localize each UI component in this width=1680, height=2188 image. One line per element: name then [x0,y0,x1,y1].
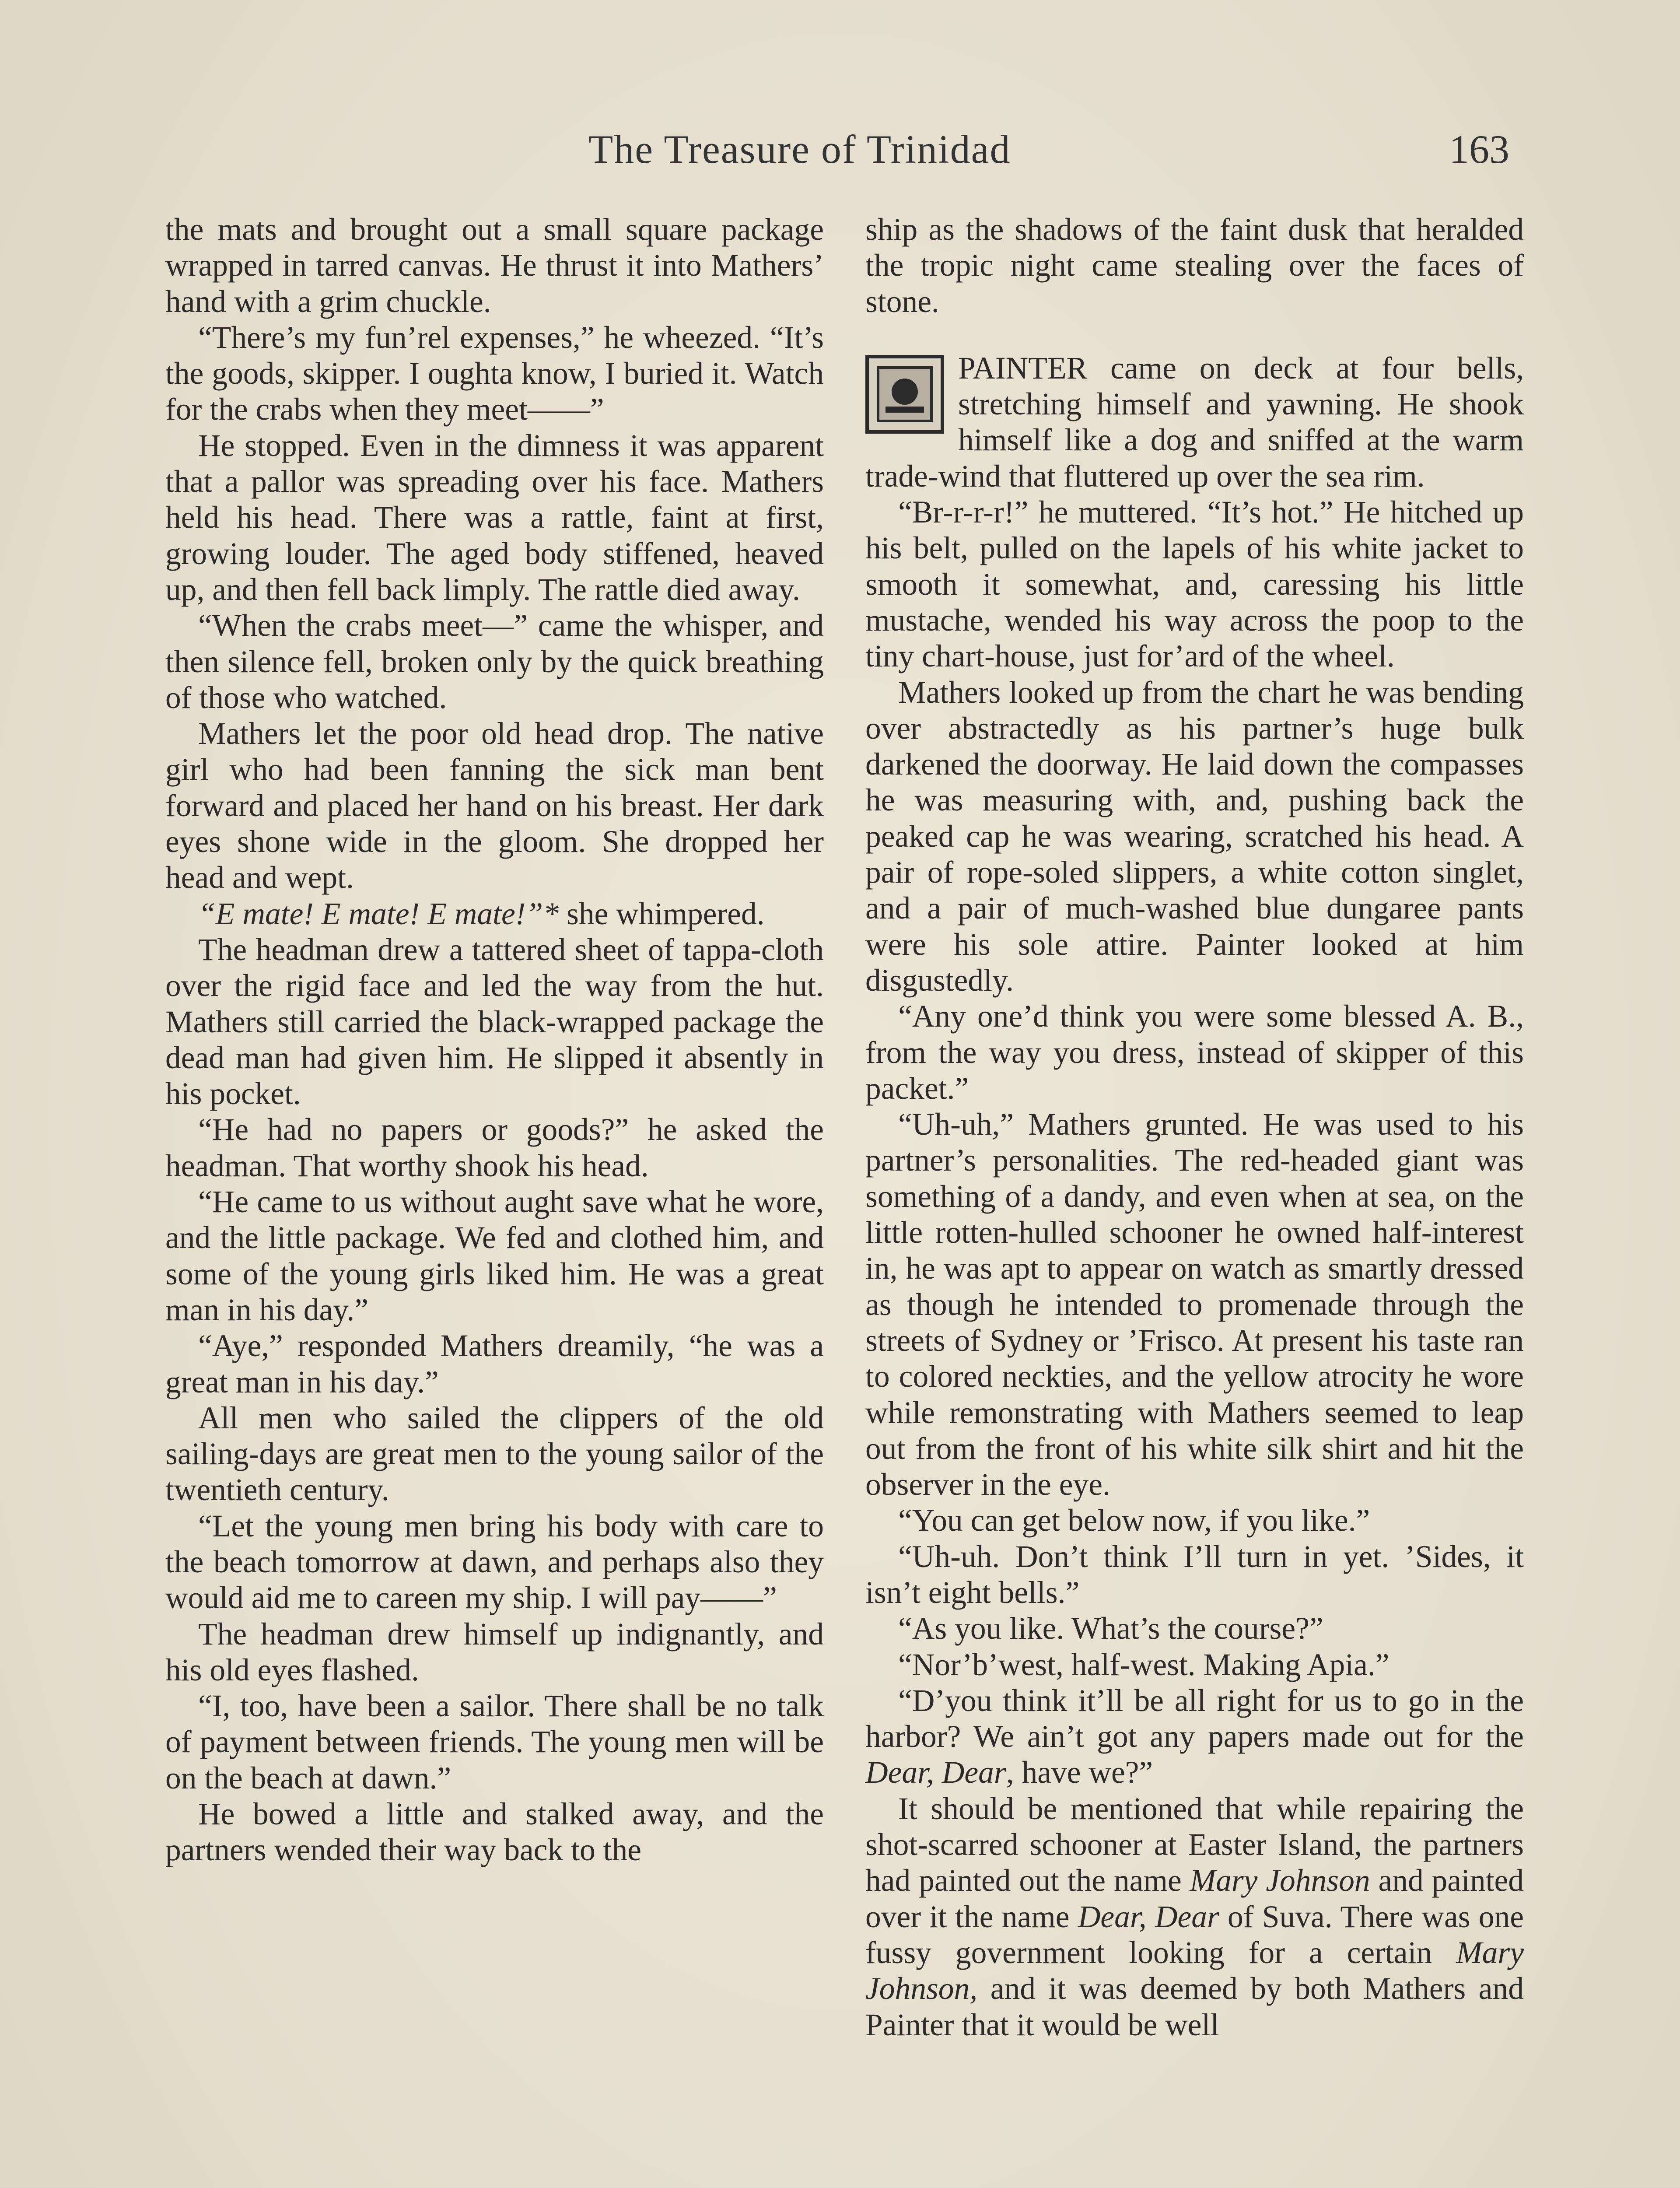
paragraph [865,1683,1524,1791]
paragraph: “There’s my fun’rel expenses,” he wheezed. “It’s the goods, skipper. I oughta know, I buried it. Watch for the crabs when they meet——” [165,320,824,427]
paragraph-text: and painted over it the name [865,1863,1524,1934]
paragraph-text: of Suva. There was one fussy government looking for a certain [865,1899,1524,1970]
left-column [165,212,824,1869]
ornamental-initial-icon [865,355,944,434]
paragraph: All men who sailed the clippers of the old sailing-days are great men to the young sailor of the twentieth century. [165,1400,824,1508]
paragraph: The headman drew himself up indignantly, and his old eyes flashed. [165,1616,824,1687]
paragraph: ship as the shadows of the faint dusk that heralded the tropic night came stealing over the faces of stone. [865,212,1524,319]
paragraph-text: and it was deemed by both Mathers and Painter that it would be well [865,1971,1524,2042]
paragraph: “Uh-uh,” Mathers grunted. He was used to his partner’s personalities. The red-headed giant was something of a dandy, and even when at sea, on the little rotten-hulled schooner he owned half-interest in, he was apt to appear on watch as smartly dressed as though he intended to promenade through the streets of Sydney or ’Frisco. At present his taste ran to colored neckties, and the yellow atrocity he wore while remonstrating with Mathers seemed to leap out from the front of his white silk shirt and hit the observer in the eye. [865,1107,1524,1502]
running-title: The Treasure of Trinidad [588,127,1011,172]
paragraph: “I, too, have been a sailor. There shall be no talk of payment between friends. The young men will be on the beach at dawn.” [165,1689,824,1795]
section-opening [865,351,1524,494]
paragraph-text: “D’you think it’ll be all right for us to go in the harbor? We ain’t got any papers made out for the [865,1683,1524,1754]
paragraph [865,1791,1524,2043]
italic-ship-name: Mary Johnson, [865,1935,1524,2006]
paragraph: Mathers let the poor old head drop. The native girl who had been fanning the sick man bent forward and placed her hand on his breast. Her dark eyes shone wide in the gloom. She dropped her head and wept. [165,716,824,895]
italic-ship-name: Dear, Dear [865,1755,1006,1790]
paragraph: PAINTER came on deck at four bells, stretching himself and yawning. He shook himself like a dog and sniffed at the warm trade-wind that fluttered up over the sea rim. [865,351,1524,494]
paragraph: “When the crabs meet—” came the whisper, and then silence fell, broken only by the quick breathing of those who watched. [165,608,824,715]
paragraph: “Let the young men bring his body with care to the beach tomorrow at dawn, and perhaps also they would aid me to careen my ship. I will pay——” [165,1508,824,1616]
paragraph: the mats and brought out a small square package wrapped in tarred canvas. He thrust it into Mathers’ hand with a grim chuckle. [165,212,824,319]
paragraph: He bowed a little and stalked away, and the partners wended their way back to the [165,1797,824,1868]
paragraph: “As you like. What’s the course?” [898,1611,1323,1646]
paragraph-text: , have we?” [1006,1755,1153,1790]
paragraph: He stopped. Even in the dimness it was apparent that a pallor was spreading over his face. Mathers held his head. There was a rattle, faint at first, growing louder. The aged body stiffened, heaved up, and then fell back limply. The rattle died away. [165,428,824,607]
italic-ship-name: Dear, Dear [1078,1899,1219,1934]
paragraph: “He had no papers or goods?” he asked the headman. That worthy shook his head. [165,1112,824,1183]
paragraph: “You can get below now, if you like.” [898,1503,1370,1538]
paragraph-text: It should be mentioned that while repairing the shot-scarred schooner at Easter Island, the partners had painted out the name [865,1791,1524,1898]
paragraph: “He came to us without aught save what he wore, and the little package. We fed and clothed him, and some of the young girls liked him. He was a great man in his day.” [165,1185,824,1327]
paragraph: “Any one’d think you were some blessed A. B., from the way you dress, instead of skipper of this packet.” [865,999,1524,1106]
right-column [865,212,1524,2043]
paragraph [165,896,824,932]
paragraph: The headman drew a tattered sheet of tappa-cloth over the rigid face and led the way from the hut. Mathers still carried the black-wrapped package the dead man had given him. He slipped it absently in his pocket. [165,932,824,1112]
paragraph-text: she whimpered. [559,896,765,931]
italic-ship-name: Mary Johnson [1190,1863,1370,1898]
paragraph: “Uh-uh. Don’t think I’ll turn in yet. ’Sides, it isn’t eight bells.” [865,1539,1524,1610]
paragraph: “Br-r-r-r!” he muttered. “It’s hot.” He hitched up his belt, pulled on the lapels of his white jacket to smooth it somewhat, and, caressing his little mustache, wended his way across the poop to the tiny chart-house, just for’ard of the wheel. [865,495,1524,674]
running-head [0,126,1680,179]
italic-quote: “E mate! E mate! E mate!”* [198,896,559,931]
page-number: 163 [1449,127,1509,172]
paragraph: “Nor’b’west, half-west. Making Apia.” [898,1647,1390,1682]
paragraph: Mathers looked up from the chart he was bending over abstractedly as his partner’s huge bulk darkened the doorway. He laid down the compasses he was measuring with, and, pushing back the peaked cap he was wearing, scratched his head. A pair of rope-soled slippers, a white cotton singlet, and a pair of much-washed blue dungaree pants were his sole attire. Painter looked at him disgustedly. [865,675,1524,998]
paragraph: “Aye,” responded Mathers dreamily, “he was a great man in his day.” [165,1329,824,1399]
